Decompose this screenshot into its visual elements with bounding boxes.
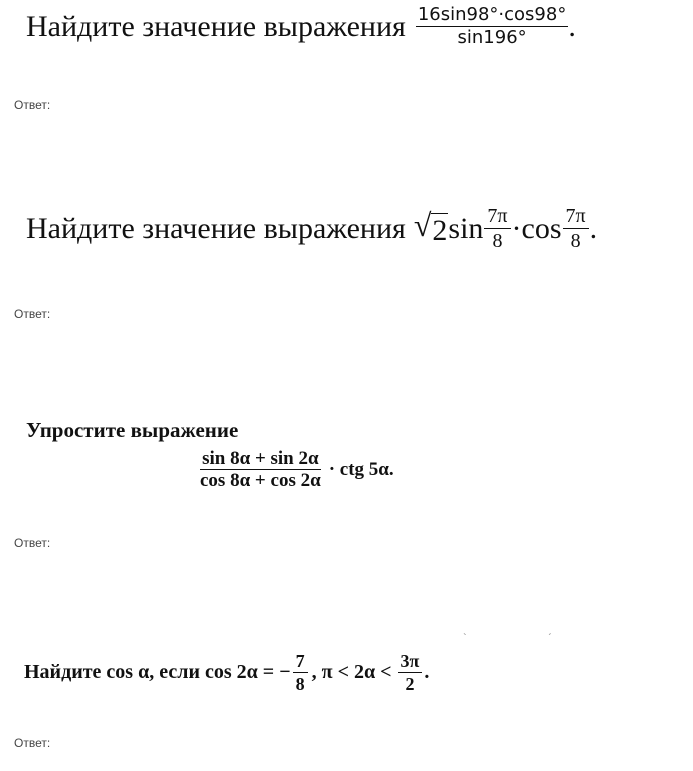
problem-2-statement (26, 206, 597, 251)
problem-3-fraction (198, 448, 323, 491)
problem-1-fraction (416, 6, 569, 47)
problem-1-prompt: Найдите значение выражения (26, 9, 406, 43)
problem-2-frac1-num: 7π (484, 206, 510, 229)
problem-1-answer-label: Ответ: (14, 98, 51, 112)
problem-2-period: . (589, 211, 598, 245)
problem-2-frac1-den: 8 (492, 230, 503, 252)
problem-3-answer-label: Ответ: (14, 536, 51, 550)
problem-3-numerator: sin 8α + sin 2α (202, 448, 319, 469)
problem-4-answer-label: Ответ: (14, 736, 51, 750)
problem-4-frac2-num: 3π (398, 652, 423, 673)
problem-4-fraction-1 (293, 652, 308, 693)
problem-2-fraction-2 (563, 206, 589, 251)
sqrt-icon: √ (413, 207, 432, 243)
problem-3-multiplier: · ctg 5α. (328, 458, 394, 480)
problem-2-sqrt (414, 209, 449, 248)
problem-2-fraction-1 (484, 206, 510, 251)
problem-1-denominator: sin196° (457, 27, 527, 48)
problem-2-dot: · (511, 211, 522, 245)
problem-2-frac2-den: 8 (570, 230, 581, 252)
problem-2-frac2-num: 7π (563, 206, 589, 229)
problem-4-frac1-den: 8 (295, 674, 305, 694)
problem-1-numerator: 16sin98°·cos98° (417, 4, 567, 25)
problem-4-frac2-den: 2 (405, 674, 415, 694)
problem-4-prompt: Найдите cos α, если cos 2α = − (24, 661, 291, 683)
problem-2-sqrt-arg: 2 (432, 214, 448, 247)
problem-4-period: . (424, 661, 430, 683)
problem-2-answer-label: Ответ: (14, 307, 51, 321)
mark-icon: ` (463, 632, 467, 644)
problem-3-denominator: cos 8α + cos 2α (200, 470, 321, 491)
problem-4-frac1-num: 7 (293, 652, 308, 673)
problem-4-middle: , π < 2α < (311, 661, 392, 683)
problem-2-func1: sin (448, 211, 484, 245)
mark-icon: ´ (548, 632, 552, 644)
problem-4-statement (24, 652, 429, 693)
problem-3-prompt: Упростите выражение (26, 418, 239, 442)
problem-4-fraction-2 (398, 652, 423, 693)
problem-1-period: . (568, 9, 576, 43)
problem-2-prompt: Найдите значение выражения (26, 211, 406, 245)
problem-1-statement (26, 6, 576, 47)
problem-3-expression (198, 448, 394, 491)
problem-2-func2: cos (521, 211, 562, 245)
